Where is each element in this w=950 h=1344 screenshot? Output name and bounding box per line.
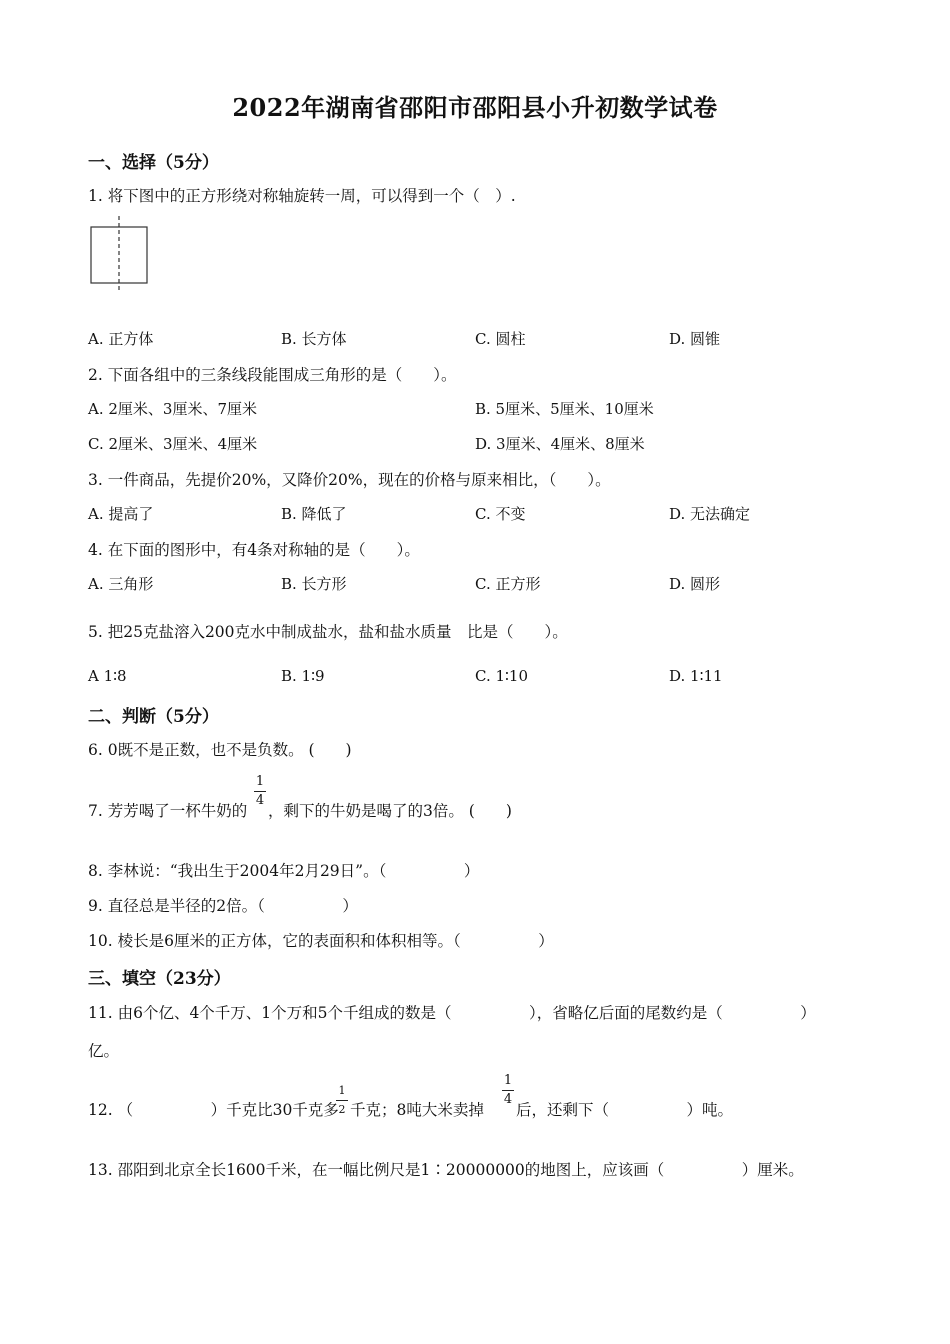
question-12-fraction-1: [336, 1083, 348, 1118]
fraction-bar: [254, 791, 266, 792]
question-12-part-3: 后，还剩下（ ）吨。: [516, 1101, 734, 1119]
question-5-text: 5. 把25克盐溶入200克水中制成盐水，盐和盐水质量 比是（ ）。: [88, 623, 568, 641]
square-with-axis-figure: [86, 214, 152, 294]
fraction-numerator: 1: [255, 774, 265, 789]
question-1-option-a: A. 正方体: [88, 330, 154, 348]
question-2-option-b: B. 5厘米、5厘米、10厘米: [475, 400, 654, 418]
question-2-option-d: D. 3厘米、4厘米、8厘米: [475, 435, 645, 453]
question-2-text: 2. 下面各组中的三条线段能围成三角形的是（ ）。: [88, 366, 457, 384]
question-3-option-a: A. 提高了: [88, 505, 154, 523]
question-3-text: 3. 一件商品，先提价20%，又降价20%，现在的价格与原来相比，（ ）。: [88, 471, 611, 489]
section-heading-fill: 三、填空（23分）: [88, 969, 231, 989]
section-heading-choice: 一、选择（5分）: [88, 153, 219, 173]
question-6-text: 6. 0既不是正数，也不是负数。 ( ): [88, 741, 352, 759]
fraction-denominator: 4: [255, 793, 265, 808]
question-1-text: 1. 将下图中的正方形绕对称轴旋转一周，可以得到一个（ ）.: [88, 187, 516, 205]
question-10-text: 10. 棱长是6厘米的正方体，它的表面积和体积相等。（ ）: [88, 932, 554, 950]
question-11-line-1: 11. 由6个亿、4个千万、1个万和5个千组成的数是（ ），省略亿后面的尾数约是（ ）: [88, 1004, 816, 1022]
fraction-bar: [502, 1090, 514, 1091]
question-5-option-c: C. 1∶10: [475, 667, 529, 685]
question-4-option-b: B. 长方形: [281, 575, 347, 593]
fraction-denominator: 4: [503, 1092, 513, 1107]
question-9-text: 9. 直径总是半径的2倍。（ ）: [88, 897, 358, 915]
question-2-option-a: A. 2厘米、3厘米、7厘米: [88, 400, 257, 418]
page-title: 2022年湖南省邵阳市邵阳县小升初数学试卷: [232, 93, 718, 122]
question-13-text: 13. 邵阳到北京全长1600千米，在一幅比例尺是1∶20000000的地图上，应该画（ ）厘米。: [88, 1161, 804, 1179]
question-8-text: 8. 李林说：“我出生于2004年2月29日”。（ ）: [88, 862, 480, 880]
section-heading-judge: 二、判断（5分）: [88, 707, 219, 727]
question-4-option-a: A. 三角形: [88, 575, 154, 593]
question-4-option-c: C. 正方形: [475, 575, 541, 593]
question-11-line-2: 亿。: [88, 1042, 120, 1060]
question-5-option-b: B. 1∶9: [281, 667, 325, 685]
fraction-numerator: 1: [338, 1084, 346, 1097]
question-7-text-before: 7. 芳芳喝了一杯牛奶的: [88, 802, 248, 820]
question-1-option-c: C. 圆柱: [475, 330, 526, 348]
fraction-bar: [336, 1100, 348, 1101]
question-7-text-after: ，剩下的牛奶是喝了的3倍。 ( ): [268, 802, 512, 820]
question-5-option-a: A 1∶8: [88, 667, 127, 685]
fraction-denominator: 2: [338, 1103, 346, 1116]
question-4-text: 4. 在下面的图形中，有4条对称轴的是（ ）。: [88, 541, 420, 559]
question-1-option-d: D. 圆锥: [669, 330, 721, 348]
question-3-option-b: B. 降低了: [281, 505, 347, 523]
question-1-option-b: B. 长方体: [281, 330, 347, 348]
question-3-option-d: D. 无法确定: [669, 505, 751, 523]
question-2-option-c: C. 2厘米、3厘米、4厘米: [88, 435, 258, 453]
question-12-fraction-2: [502, 1073, 514, 1108]
question-12-part-2: 千克；8吨大米卖掉: [350, 1101, 484, 1119]
question-5-option-d: D. 1∶11: [669, 667, 723, 685]
question-3-option-c: C. 不变: [475, 505, 526, 523]
question-4-option-d: D. 圆形: [669, 575, 721, 593]
question-7-fraction: [254, 774, 266, 809]
fraction-numerator: 1: [503, 1073, 513, 1088]
question-12-part-1: 12. （ ）千克比30千克多: [88, 1101, 339, 1119]
